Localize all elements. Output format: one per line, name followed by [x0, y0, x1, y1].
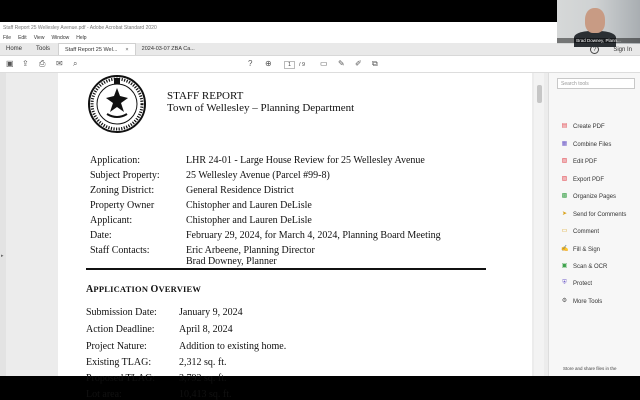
tool-comment[interactable] — [561, 228, 599, 235]
menu-edit[interactable]: Edit — [18, 35, 27, 41]
field-label: Applicant: — [90, 215, 133, 226]
overview-value: Addition to existing home. — [179, 341, 287, 352]
scrollbar-thumb[interactable] — [537, 85, 542, 103]
tool-label: Organize Pages — [573, 193, 617, 200]
overview-label: Action Deadline: — [86, 324, 155, 335]
webcam-video-overlay — [557, 0, 640, 44]
vertical-scrollbar[interactable] — [534, 73, 544, 376]
tab-label: 2024-03-07 ZBA Ca... — [141, 46, 195, 52]
overview-label: Lot area: — [86, 389, 122, 400]
page-total: / 9 — [299, 62, 306, 68]
field-label: Application: — [90, 155, 140, 166]
tool-label: Scan & OCR — [573, 263, 608, 270]
create-pdf-icon: ▤ — [561, 123, 568, 129]
scan-ocr-icon: ▣ — [561, 263, 568, 269]
participant-name: Brad Downey, Plann... — [557, 38, 640, 43]
highlight-icon[interactable]: ✐ — [355, 59, 362, 68]
tool-create-pdf[interactable] — [561, 123, 605, 130]
tools-panel — [548, 73, 640, 376]
field-value: General Residence District — [186, 185, 294, 196]
page-down-icon[interactable]: ⊕ — [265, 59, 272, 68]
report-title: STAFF REPORT — [167, 90, 244, 102]
acrobat-window — [0, 22, 640, 400]
field-label: Property Owner — [90, 200, 155, 211]
help-icon[interactable]: ? — [248, 59, 253, 68]
overview-value: 2,312 sq. ft. — [179, 357, 227, 368]
tool-label: Create PDF — [573, 123, 605, 130]
field-value: 25 Wellesley Avenue (Parcel #99-8) — [186, 170, 330, 181]
field-value: Brad Downey, Planner — [186, 256, 277, 267]
left-panel-collapsed[interactable] — [0, 73, 6, 376]
search-icon[interactable]: ⌕ — [73, 59, 78, 68]
overview-value: January 9, 2024 — [179, 307, 243, 318]
divider-rule — [86, 268, 486, 270]
field-value: LHR 24-01 - Large House Review for 25 Wellesley Avenue — [186, 155, 425, 166]
fill-sign-icon: ✍ — [561, 246, 569, 252]
stamp-icon[interactable]: ⧉ — [372, 59, 378, 68]
combine-files-icon: ▦ — [561, 141, 568, 147]
send-for-comments-icon: ➤ — [561, 211, 568, 217]
tool-send-for-comments[interactable] — [561, 211, 626, 218]
comment-icon[interactable]: ▭ — [320, 59, 328, 68]
menu-bar — [0, 34, 640, 43]
tool-organize-pages[interactable] — [561, 193, 616, 200]
overview-label: Submission Date: — [86, 307, 157, 318]
tab-label: Staff Report 25 Wel... — [65, 47, 118, 53]
close-icon[interactable]: × — [125, 47, 129, 53]
tool-scan-ocr[interactable] — [561, 263, 607, 270]
toolbar — [0, 56, 640, 73]
tool-label: Export PDF — [573, 176, 605, 183]
menu-view[interactable]: View — [33, 35, 45, 41]
section-title-application-overview: APPLICATION OVERVIEW — [86, 284, 202, 295]
pdf-page — [58, 73, 532, 400]
tool-combine-files[interactable] — [561, 141, 611, 148]
more-tools-icon: ⚙ — [561, 298, 568, 304]
protect-icon: ⛨ — [562, 280, 567, 286]
tool-edit-pdf[interactable] — [561, 158, 597, 165]
help-icon[interactable]: ? — [590, 45, 599, 54]
town-seal-icon — [87, 74, 147, 134]
field-value: Chistopher and Lauren DeLisle — [186, 200, 312, 211]
tool-export-pdf[interactable] — [561, 176, 604, 183]
tool-label: Send for Comments — [573, 211, 627, 218]
tab-document-staff-report[interactable] — [58, 43, 136, 55]
comment-icon: ▭ — [561, 228, 568, 234]
field-label: Zoning District: — [90, 185, 155, 196]
menu-file[interactable]: File — [3, 35, 12, 41]
overview-value: 10,413 sq. ft. — [179, 389, 232, 400]
page-navigator — [284, 61, 305, 69]
tool-label: Protect — [573, 280, 593, 287]
organize-pages-icon: ▩ — [561, 193, 568, 199]
search-tools-input[interactable]: Search tools — [557, 78, 635, 89]
field-value: February 29, 2024, for March 4, 2024, Planning Board Meeting — [186, 230, 441, 241]
page-number-input[interactable]: 1 — [284, 61, 295, 69]
field-label: Subject Property: — [90, 170, 160, 181]
email-icon[interactable]: ✉ — [56, 59, 63, 68]
overview-value: April 8, 2024 — [179, 324, 233, 335]
overview-label: Project Nature: — [86, 341, 147, 352]
edit-pdf-icon: ▧ — [561, 158, 568, 164]
pen-icon[interactable]: ✎ — [338, 59, 345, 68]
tool-fill-sign[interactable] — [561, 246, 600, 253]
overview-value: 3,792 sq. ft. — [179, 373, 227, 384]
tab-bar — [0, 43, 640, 56]
menu-help[interactable]: Help — [76, 35, 87, 41]
upload-icon[interactable]: ⇪ — [22, 59, 29, 68]
overview-label: Existing TLAG: — [86, 357, 152, 368]
expand-left-panel-icon[interactable]: ▸ — [1, 253, 4, 259]
window-title: Staff Report 25 Wellesley Avenue.pdf - Adobe Acrobat Standard 2020 — [0, 22, 640, 34]
tab-tools[interactable]: Tools — [36, 46, 51, 52]
tool-label: Edit PDF — [573, 158, 598, 165]
save-icon[interactable]: ▣ — [6, 59, 14, 68]
overview-label: Proposed TLAG: — [86, 373, 155, 384]
field-label: Date: — [90, 230, 112, 241]
menu-window[interactable]: Window — [51, 35, 70, 41]
tool-protect[interactable] — [561, 280, 592, 287]
report-department: Town of Wellesley – Planning Department — [167, 102, 355, 114]
tool-label: More Tools — [573, 298, 603, 305]
print-icon[interactable]: ⎙ — [39, 59, 46, 68]
person-head — [585, 8, 605, 33]
tool-label: Combine Files — [573, 141, 612, 148]
tab-document-zba[interactable] — [136, 43, 201, 55]
field-value: Chistopher and Lauren DeLisle — [186, 215, 312, 226]
panel-footer-text: Store and share files in the — [563, 366, 617, 371]
field-value: Eric Arbeene, Planning Director — [186, 245, 315, 256]
tool-more-tools[interactable] — [561, 298, 602, 305]
tool-label: Fill & Sign — [573, 246, 601, 253]
export-pdf-icon: ▨ — [561, 176, 568, 182]
field-label: Staff Contacts: — [90, 245, 150, 256]
sign-in-button[interactable]: Sign In — [613, 46, 632, 53]
tool-label: Comment — [573, 228, 600, 235]
tab-home[interactable]: Home — [6, 46, 23, 52]
document-area — [0, 73, 548, 400]
